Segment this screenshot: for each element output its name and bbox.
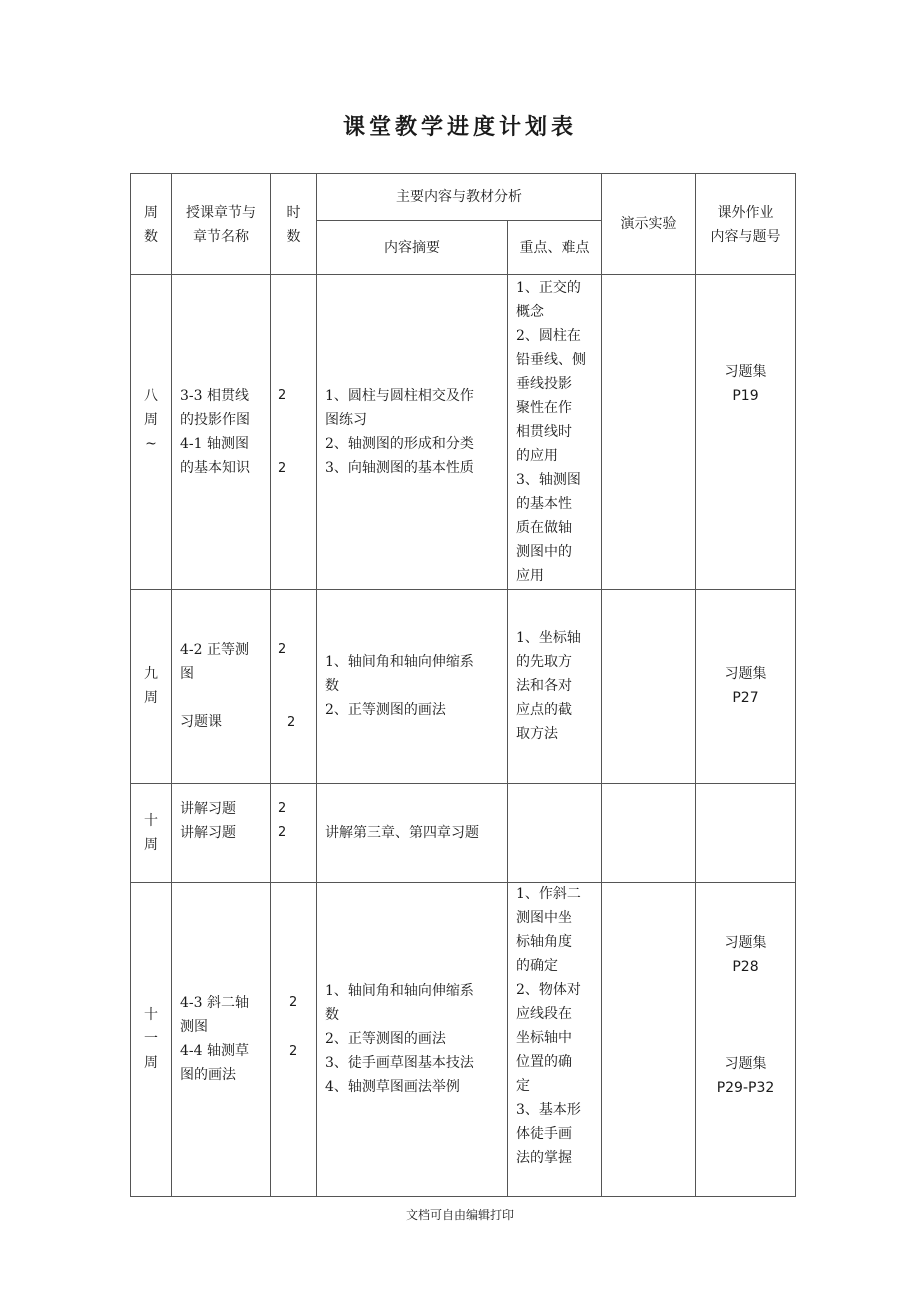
row-divider [130, 589, 796, 590]
page-footer: 文档可自由编辑打印 [405, 1208, 514, 1222]
row-homework: 习题集 P27 [724, 666, 767, 706]
row-divider [130, 882, 796, 883]
header-homework: 课外作业 内容与题号 [710, 205, 781, 245]
header-chapter: 授课章节与 章节名称 [186, 205, 256, 245]
row-key-points: 1、坐标轴 的先取方 法和各对 应点的截 取方法 [516, 630, 581, 742]
row-hours: 2 [278, 642, 287, 657]
row-chapter: 讲解习题 讲解习题 [180, 801, 236, 841]
column-divider [507, 220, 508, 1197]
table-border-top [130, 173, 796, 174]
row-week: 十 一 周 [144, 1007, 158, 1071]
row-week: 十 周 [144, 813, 158, 853]
row-summary: 1、圆柱与圆柱相交及作 图练习 2、轴测图的形成和分类 3、向轴测图的基本性质 [325, 388, 474, 476]
row-chapter: 4-2 正等测 图 习题课 [180, 642, 249, 730]
row-hours: 2 [278, 388, 287, 403]
header-split-line [316, 220, 601, 221]
column-divider [171, 173, 172, 1197]
header-week: 周 数 [144, 205, 158, 245]
row-hours: 2 [278, 801, 287, 816]
header-demo: 演示实验 [620, 216, 677, 232]
row-divider [130, 783, 796, 784]
row-week: 九 周 [144, 666, 158, 706]
row-homework: 习题集 P29-P32 [716, 1056, 775, 1096]
row-chapter: 3-3 相贯线 的投影作图 4-1 轴测图 的基本知识 [180, 388, 250, 476]
schedule-table [130, 173, 796, 1197]
header-main-content: 主要内容与教材分析 [396, 189, 522, 205]
row-homework: 习题集 P28 [724, 935, 767, 975]
row-summary: 讲解第三章、第四章习题 [325, 825, 479, 841]
row-week: 八 周 ~ [144, 388, 158, 452]
header-key-points: 重点、难点 [519, 240, 590, 256]
table-border-right [795, 173, 796, 1197]
row-hours: 2 [289, 1044, 298, 1059]
column-divider [601, 173, 602, 1197]
header-bottom-line [130, 274, 796, 275]
row-key-points: 1、作斜二 测图中坐 标轴角度 的确定 2、物体对 应线段在 坐标轴中 位置的确 定 3、基本形 体徒手画 法的掌握 [516, 886, 581, 1166]
table-border-bottom [130, 1196, 796, 1197]
page-title: 课堂教学进度计划表 [342, 115, 577, 140]
header-hours: 时 数 [286, 205, 301, 245]
row-homework: 习题集 P19 [724, 364, 767, 404]
row-key-points: 1、正交的 概念 2、圆柱在 铅垂线、侧 垂线投影 聚性在作 相贯线时 的应用 3、轴测图 的基本性 质在做轴 测图中的 应用 [516, 280, 586, 584]
row-summary: 1、轴间角和轴向伸缩系 数 2、正等测图的画法 [325, 654, 474, 718]
header-summary: 内容摘要 [384, 240, 440, 256]
column-divider [270, 173, 271, 1197]
row-hours: 2 [289, 995, 298, 1010]
column-divider [316, 173, 317, 1197]
row-hours: 2 [287, 715, 296, 730]
row-chapter: 4-3 斜二轴 测图 4-4 轴测草 图的画法 [180, 995, 249, 1083]
row-summary: 1、轴间角和轴向伸缩系 数 2、正等测图的画法 3、徒手画草图基本技法 4、轴测草图画法举例 [325, 983, 474, 1095]
row-hours: 2 [278, 461, 287, 476]
row-hours: 2 [278, 825, 287, 840]
